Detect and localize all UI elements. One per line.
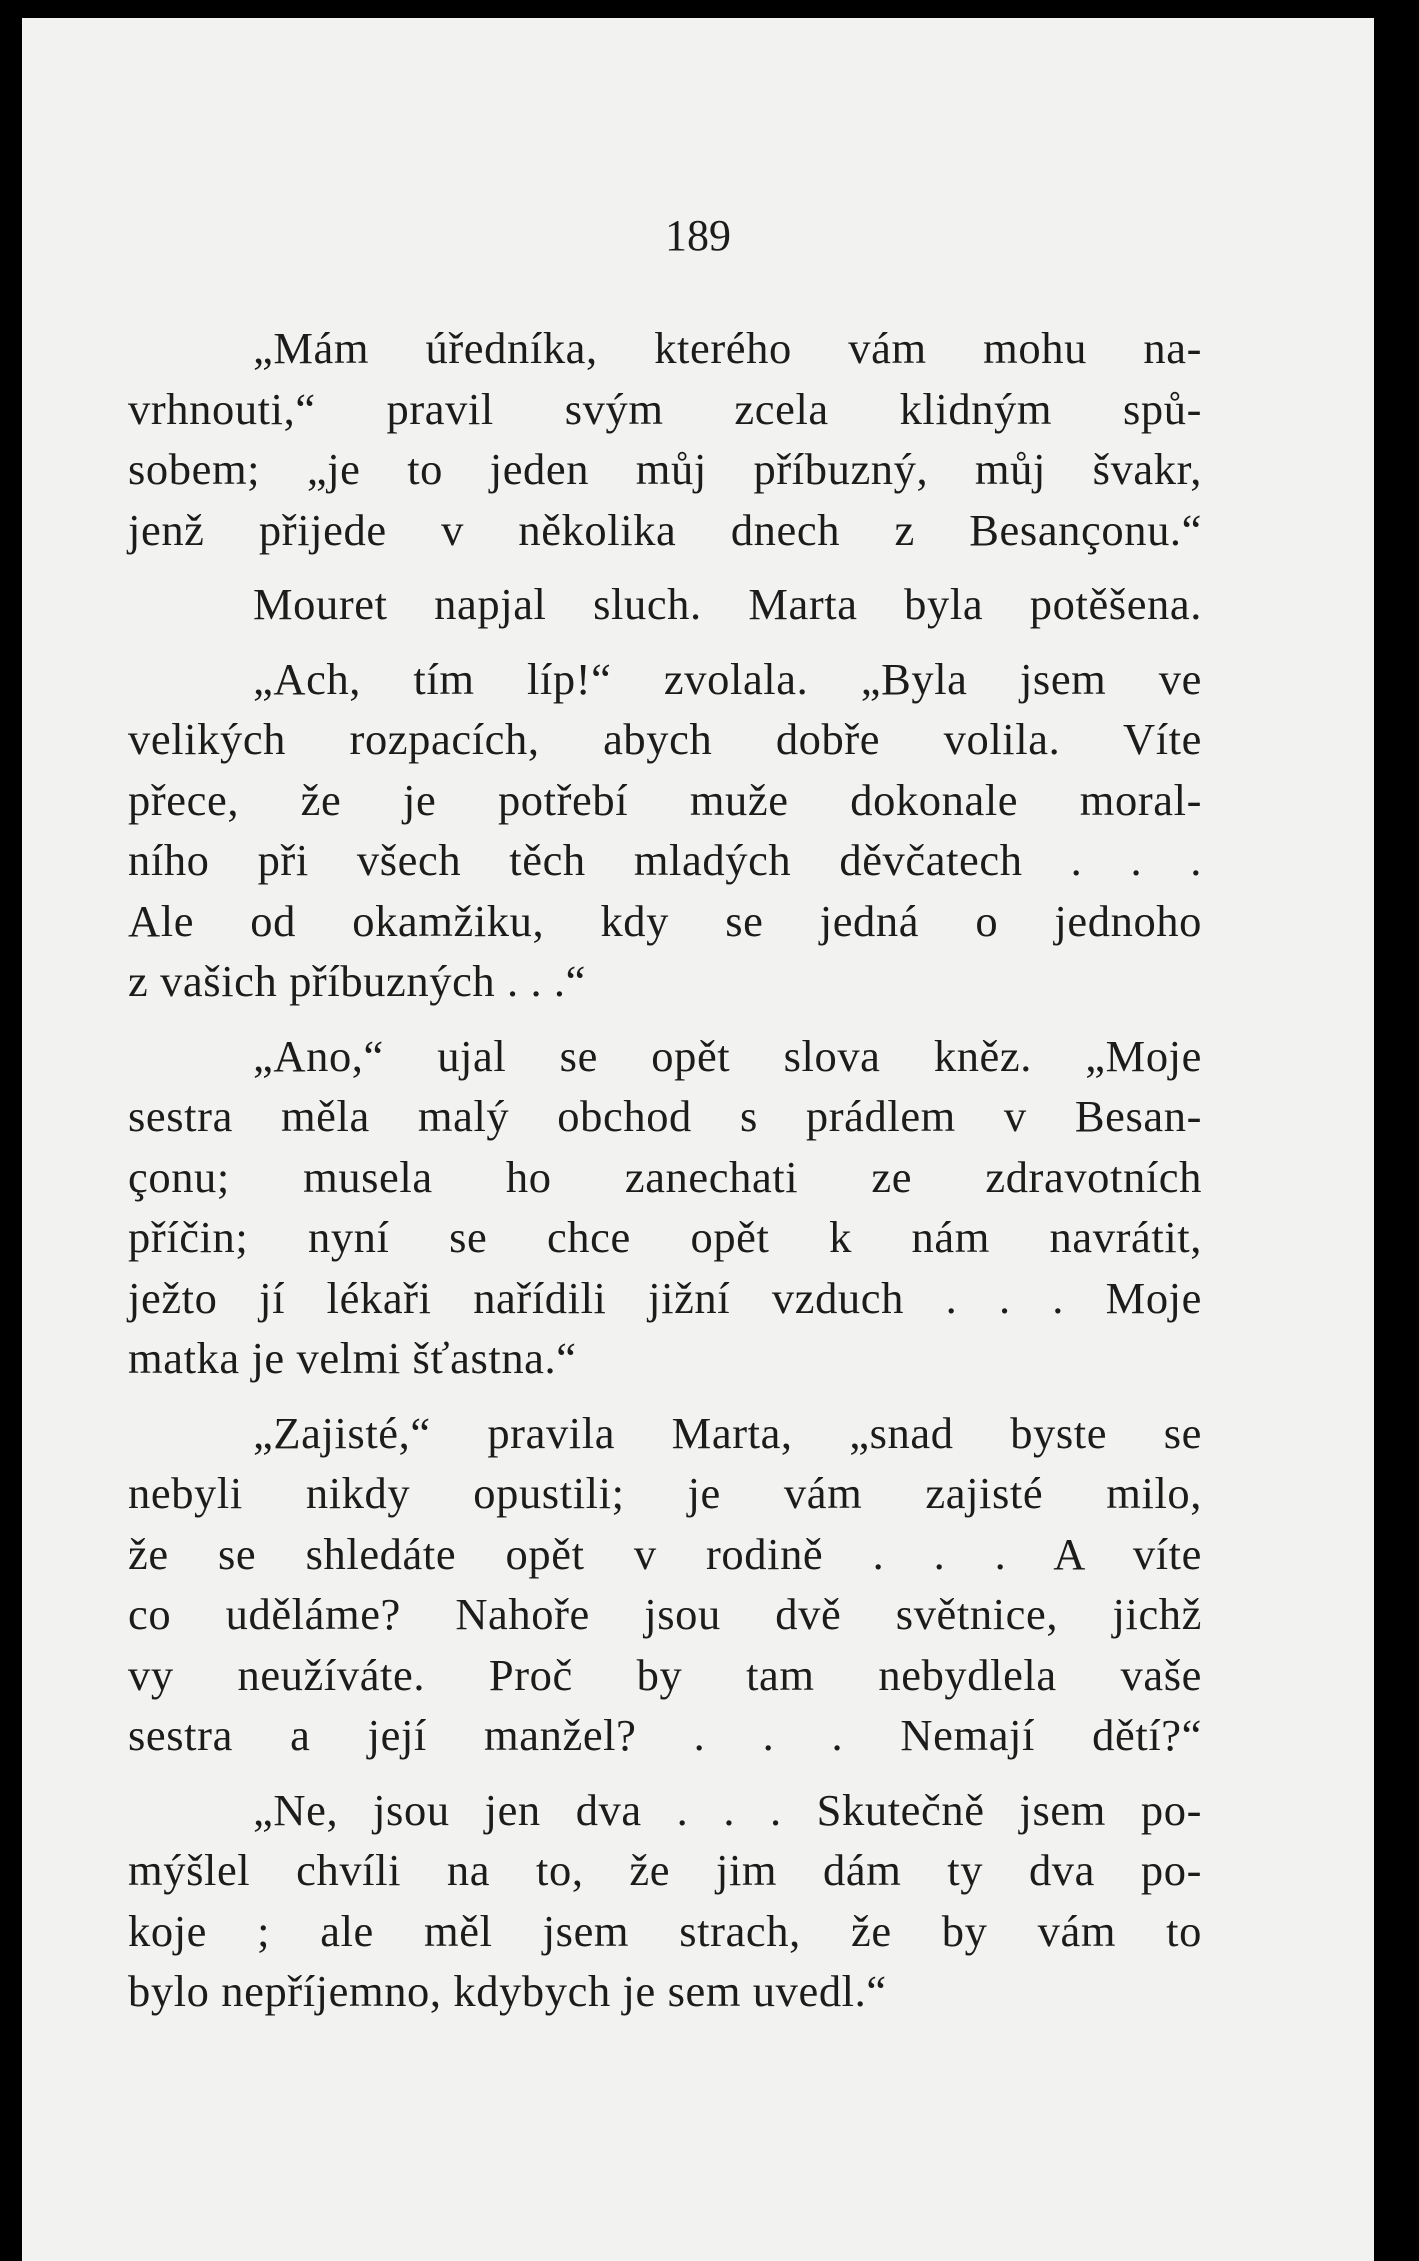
text-line: nebyli nikdy opustili; je vám zajisté milo,: [128, 1468, 1202, 1518]
paragraph: [128, 318, 1202, 560]
text-line: çonu; musela ho zanechati ze zdravotních: [128, 1151, 1202, 1202]
text-line: bylo nepříjemno, kdybych je sem uvedl.“: [128, 1966, 887, 2016]
text-line: že se shledáte opět v rodině . . . A víte: [128, 1528, 1202, 1579]
text-line: vrhnouti,“ pravil svým zcela klidným spů-: [128, 383, 1202, 434]
text-line: přece, že je potřebí muže dokonale moral-: [128, 774, 1202, 825]
text-line: „Ne, jsou jen dva . . . Skutečně jsem po-: [253, 1784, 1202, 1835]
paragraph: [128, 1403, 1202, 1766]
text-line: sobem; „je to jeden můj příbuzný, můj švakr,: [128, 444, 1202, 494]
text-line: příčin; nyní se chce opět k nám navrátit,: [128, 1212, 1202, 1262]
text-line: matka je velmi šťastna.“: [128, 1333, 577, 1383]
text-line: koje ; ale měl jsem strach, že by vám to: [128, 1905, 1202, 1956]
text-line: „Mám úředníka, kterého vám mohu na-: [253, 323, 1202, 373]
text-line: velikých rozpacích, abych dobře volila. Víte: [128, 714, 1202, 764]
text-line: z vašich příbuzných . . .“: [128, 956, 586, 1006]
text-line: „Zajisté,“ pravila Marta, „snad byste se: [253, 1407, 1202, 1458]
text-line: Mouret napjal sluch. Marta byla potěšena.: [253, 579, 1202, 629]
text-line: co uděláme? Nahoře jsou dvě světnice, jichž: [128, 1589, 1202, 1639]
paragraph: [128, 1780, 1202, 2022]
text-line: mýšlel chvíli na to, že jim dám ty dva po-: [128, 1845, 1202, 1895]
text-line: sestra měla malý obchod s prádlem v Besan-: [128, 1091, 1202, 1141]
text-line: ježto jí lékaři nařídili jižní vzduch . . . Moje: [128, 1272, 1202, 1323]
text-line: sestra a její manžel? . . . Nemají dětí?“: [128, 1710, 1202, 1760]
paragraph: [128, 1026, 1202, 1389]
paragraph: [128, 649, 1202, 1012]
text-line: ního při všech těch mladých děvčatech . . .: [128, 835, 1202, 885]
text-line: vy neužíváte. Proč by tam nebydlela vaše: [128, 1649, 1202, 1700]
paragraph: [128, 574, 1202, 635]
text-line: jenž přijede v několika dnech z Besançonu.“: [128, 504, 1202, 555]
text-line: „Ach, tím líp!“ zvolala. „Byla jsem ve: [253, 653, 1202, 704]
page-number: 189: [665, 211, 731, 260]
text-line: Ale od okamžiku, kdy se jedná o jednoho: [128, 895, 1202, 946]
book-page: [22, 18, 1374, 2261]
body-text: [128, 318, 1202, 2036]
text-line: „Ano,“ ujal se opět slova kněz. „Moje: [253, 1030, 1202, 1081]
